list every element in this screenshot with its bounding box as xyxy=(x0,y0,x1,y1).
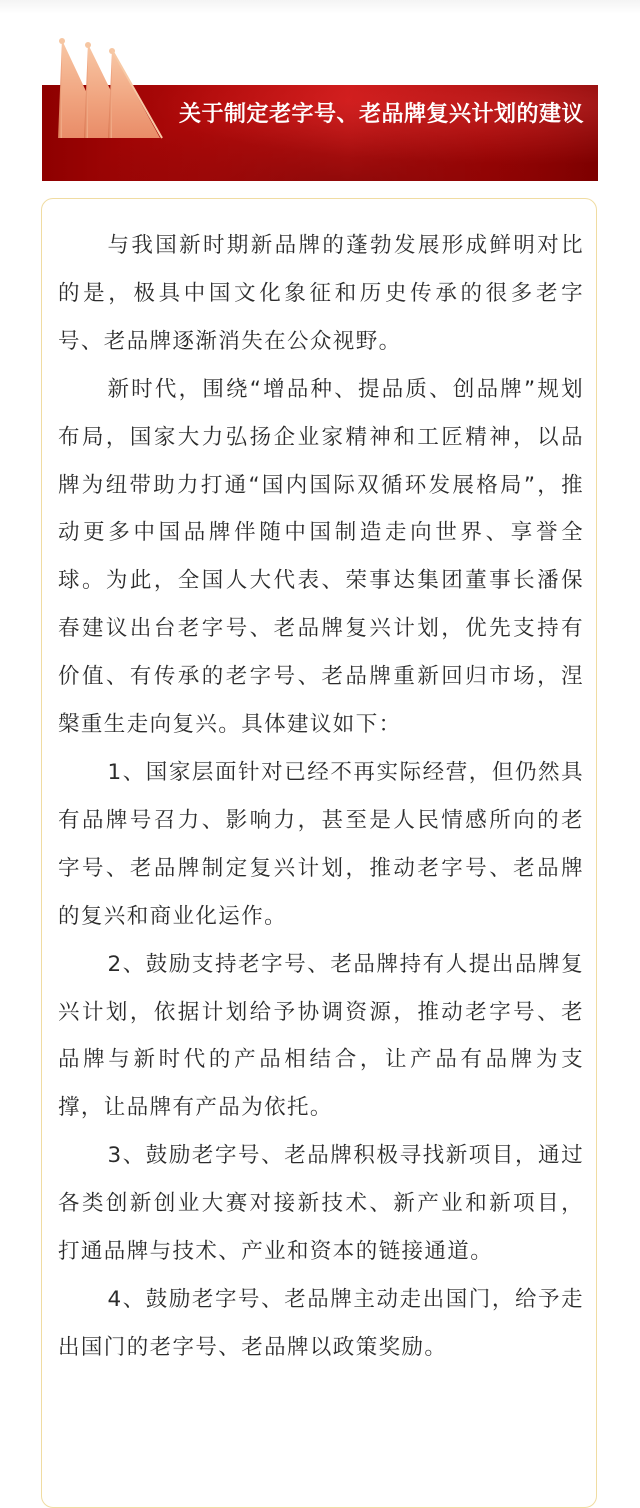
paragraph-item-2: 2、鼓励支持老字号、老品牌持有人提出品牌复兴计划，依据计划给予协调资源，推动老字号、老品牌与新时代的产品相结合，让产品有品牌为支撑，让品牌有产品为依托。 xyxy=(58,951,584,1121)
paragraph-item-1: 1、国家层面针对已经不再实际经营，但仍然具有品牌号召力、影响力，甚至是人民情感所向的老字号、老品牌制定复兴计划，推动老字号、老品牌的复兴和商业化运作。 xyxy=(58,759,584,929)
paragraph-intro: 与我国新时期新品牌的蓬勃发展形成鲜明对比的是，极具中国文化象征和历史传承的很多老字号、老品牌逐渐消失在公众视野。 xyxy=(58,233,584,354)
paragraph-item-4: 4、鼓励老字号、老品牌主动走出国门，给予走出国门的老字号、老品牌以政策奖励。 xyxy=(58,1286,584,1360)
sails-icon xyxy=(50,38,175,140)
top-strip xyxy=(0,0,640,14)
article-body xyxy=(58,222,584,1372)
paragraph-context: 新时代，围绕“增品种、提品质、创品牌”规划布局，国家大力弘扬企业家精神和工匠精神，以品牌为纽带助力打通“国内国际双循环发展格局”，推动更多中国品牌伴随中国制造走向世界、享誉全球。为此，全国人大代表、荣事达集团董事长潘保春建议出台老字号、老品牌复兴计划，优先支持有价值、有传承的老字号、老品牌重新回归市场，涅槃重生走向复兴。具体建议如下： xyxy=(58,376,584,738)
paragraph-item-3: 3、鼓励老字号、老品牌积极寻找新项目，通过各类创新创业大赛对接新技术、新产业和新项目，打通品牌与技术、产业和资本的链接通道。 xyxy=(58,1143,584,1265)
page-title: 关于制定老字号、老品牌复兴计划的建议 xyxy=(179,102,585,127)
